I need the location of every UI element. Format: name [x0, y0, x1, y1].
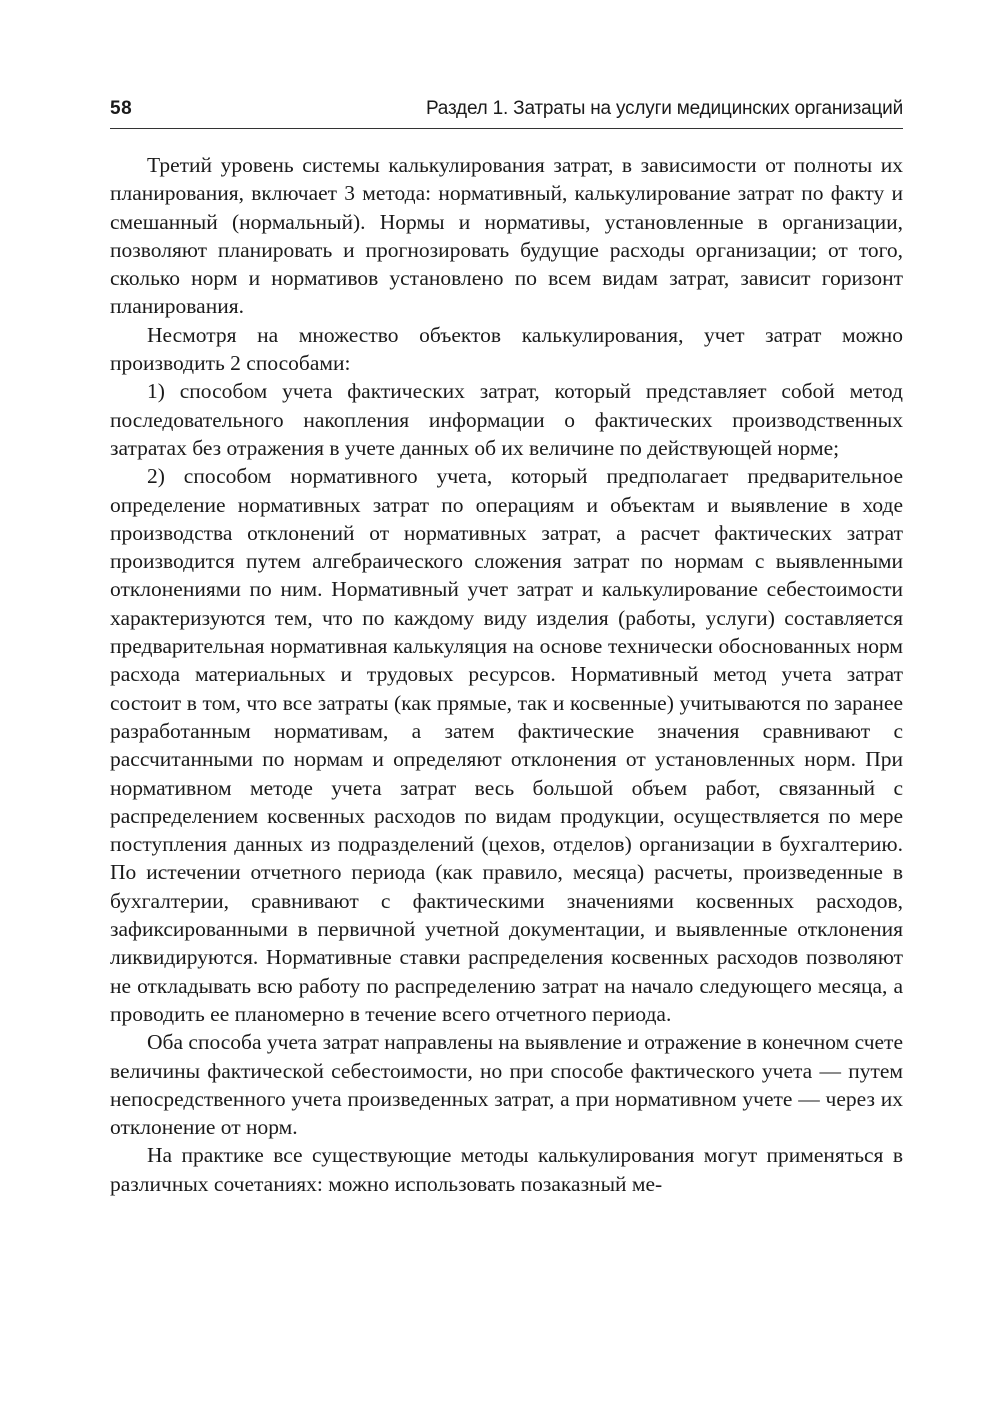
paragraph: Третий уровень системы калькулирования затрат, в зависимости от полноты их планирования, включает 3 метода: нормативный, калькулирование затрат по факту и смешанный (нормальный). Нормы и нормативы, установленные в организации, позволяют планировать и прогнозировать будущие расходы организации; от того, сколько норм и нормативов установлено по всем видам затрат, зависит горизонт планирования.: [110, 153, 903, 319]
page-number: 58: [110, 98, 133, 119]
section-title: Раздел 1. Затраты на услуги медицинских организаций: [425, 98, 903, 119]
paragraph: На практике все существующие методы калькулирования могут применяться в различных сочетаниях: можно использовать позаказный ме-: [110, 1143, 903, 1196]
paragraph: Оба способа учета затрат направлены на выявление и отражение в конечном счете величины фактической себестоимости, но при способе фактического учета — путем непосредственного учета произведенных затрат, а при нормативном учете — через их отклонение от норм.: [110, 1030, 903, 1140]
list-item: 1) способом учета фактических затрат, который представляет собой метод последовательного накопления информации о фактических производственных затратах без отражения в учете данных об их величине по действующей норме;: [110, 379, 903, 460]
running-header: [110, 96, 903, 129]
body-text: [110, 151, 903, 1198]
paragraph: Несмотря на множество объектов калькулирования, учет затрат можно производить 2 способами:: [110, 322, 903, 376]
list-item: 2) способом нормативного учета, который предполагает предварительное определение нормативных затрат по операциям и объектам и выявление в ходе производства отклонений от нормативных затрат, а расчет фактических затрат производится путем алгебраического сложения затрат по нормам с выявленными отклонениями по ним. Нормативный учет затрат и калькулирование себестоимости характеризуются тем, что по каждому виду изделия (работы, услуги) составляется предварительная нормативная калькуляция на основе технически обоснованных норм расхода материальных и трудовых ресурсов. Нормативный метод учета затрат состоит в том, что все затраты (как прямые, так и косвенные) учитываются по заранее разработанным нормативам, а затем фактические значения сравнивают с рассчитанными по нормам и определяют отклонения от установленных норм. При нормативном методе учета затрат весь большой объем работ, связанный с распределением косвенных расходов по видам продукции, осуществляется по мере поступления данных из подразделений (цехов, отделов) организации в бухгалтерию. По истечении отчетного периода (как правило, месяца) расчеты, произведенные в бухгалтерии, сравнивают с фактическими значениями косвенных расходов, зафиксированными в первичной учетной документации, и выявленные отклонения ликвидируются. Нормативные ставки распределения косвенных расходов позволяют не откладывать всю работу по распределению затрат на начало следующего месяца, а проводить ее планомерно в течение всего отчетного периода.: [110, 464, 903, 1026]
book-page: [110, 96, 903, 1198]
